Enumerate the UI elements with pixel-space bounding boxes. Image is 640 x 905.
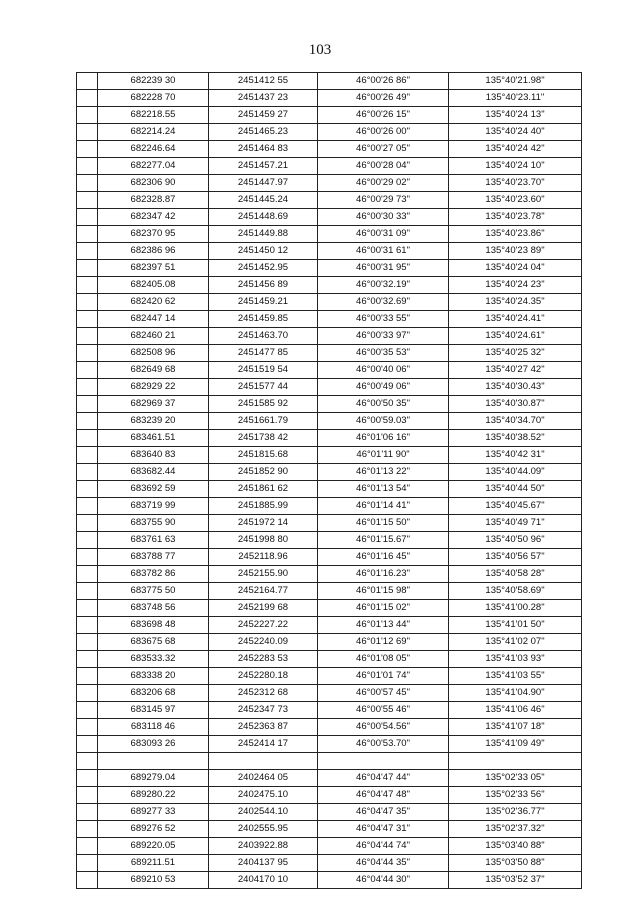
x-coordinate-cell: 689210 53	[98, 872, 209, 889]
table-row	[77, 498, 582, 515]
table-row	[77, 311, 582, 328]
x-coordinate-cell: 683775 50	[98, 583, 209, 600]
table-row	[77, 294, 582, 311]
table-row	[77, 481, 582, 498]
x-coordinate-cell: 682214.24	[98, 124, 209, 141]
longitude-cell: 135°40'44.09"	[449, 464, 582, 481]
x-coordinate-cell: 683338 20	[98, 668, 209, 685]
table-row	[77, 243, 582, 260]
x-coordinate-cell: 682929 22	[98, 379, 209, 396]
row-number-cell	[77, 872, 98, 889]
table-row	[77, 141, 582, 158]
table-row	[77, 107, 582, 124]
table-row	[77, 668, 582, 685]
y-coordinate-cell: 2452118.96	[209, 549, 318, 566]
row-number-cell	[77, 583, 98, 600]
row-number-cell	[77, 396, 98, 413]
x-coordinate-cell: 689276 52	[98, 821, 209, 838]
x-coordinate-cell: 682397 51	[98, 260, 209, 277]
row-number-cell	[77, 141, 98, 158]
table-row	[77, 158, 582, 175]
row-number-cell	[77, 753, 98, 770]
y-coordinate-cell: 2452347 73	[209, 702, 318, 719]
y-coordinate-cell: 2451585 92	[209, 396, 318, 413]
y-coordinate-cell: 2451477 85	[209, 345, 318, 362]
table-row	[77, 532, 582, 549]
row-number-cell	[77, 600, 98, 617]
longitude-cell: 135°40'45.67"	[449, 498, 582, 515]
x-coordinate-cell: 682306 90	[98, 175, 209, 192]
row-number-cell	[77, 311, 98, 328]
row-number-cell	[77, 617, 98, 634]
table-row	[77, 634, 582, 651]
longitude-cell: 135°40'24.41"	[449, 311, 582, 328]
x-coordinate-cell: 682246.64	[98, 141, 209, 158]
table-row	[77, 430, 582, 447]
page-number: 103	[308, 42, 332, 58]
longitude-cell: 135°40'30.87"	[449, 396, 582, 413]
table-row	[77, 702, 582, 719]
x-coordinate-cell: 682460 21	[98, 328, 209, 345]
longitude-cell: 135°02'33 56"	[449, 787, 582, 804]
y-coordinate-cell: 2452312 68	[209, 685, 318, 702]
x-coordinate-cell: 683118 46	[98, 719, 209, 736]
y-coordinate-cell: 2402544.10	[209, 804, 318, 821]
longitude-cell: 135°40'21.98"	[449, 73, 582, 90]
row-number-cell	[77, 379, 98, 396]
longitude-cell: 135°02'36.77"	[449, 804, 582, 821]
row-number-cell	[77, 107, 98, 124]
row-number-cell	[77, 90, 98, 107]
x-coordinate-cell: 683239 20	[98, 413, 209, 430]
x-coordinate-cell: 689279.04	[98, 770, 209, 787]
longitude-cell: 135°40'23.11"	[449, 90, 582, 107]
row-number-cell	[77, 277, 98, 294]
y-coordinate-cell: 2402555.95	[209, 821, 318, 838]
table-row	[77, 770, 582, 787]
y-coordinate-cell: 2451445.24	[209, 192, 318, 209]
table-row	[77, 600, 582, 617]
row-number-cell	[77, 294, 98, 311]
table-row	[77, 192, 582, 209]
y-coordinate-cell: 2451450 12	[209, 243, 318, 260]
longitude-cell: 135°40'27 42"	[449, 362, 582, 379]
longitude-cell: 135°40'24 23"	[449, 277, 582, 294]
latitude-cell: 46°00'32.19"	[318, 277, 449, 294]
row-number-cell	[77, 787, 98, 804]
row-number-cell	[77, 855, 98, 872]
longitude-cell: 135°41'06 46"	[449, 702, 582, 719]
x-coordinate-cell	[98, 753, 209, 770]
latitude-cell: 46°01'16 45"	[318, 549, 449, 566]
table-row	[77, 73, 582, 90]
x-coordinate-cell: 689280.22	[98, 787, 209, 804]
row-number-cell	[77, 158, 98, 175]
row-number-cell	[77, 515, 98, 532]
row-number-cell	[77, 362, 98, 379]
table-row	[77, 566, 582, 583]
y-coordinate-cell: 2451861 62	[209, 481, 318, 498]
latitude-cell: 46°01'12 69"	[318, 634, 449, 651]
longitude-cell: 135°40'49 71"	[449, 515, 582, 532]
y-coordinate-cell: 2452199 68	[209, 600, 318, 617]
x-coordinate-cell: 689211.51	[98, 855, 209, 872]
latitude-cell: 46°04'47 31"	[318, 821, 449, 838]
x-coordinate-cell: 689220.05	[98, 838, 209, 855]
x-coordinate-cell: 682969 37	[98, 396, 209, 413]
latitude-cell: 46°01'15 02"	[318, 600, 449, 617]
x-coordinate-cell: 682218.55	[98, 107, 209, 124]
table-row	[77, 464, 582, 481]
row-number-cell	[77, 736, 98, 753]
row-number-cell	[77, 770, 98, 787]
y-coordinate-cell: 2452414 17	[209, 736, 318, 753]
y-coordinate-cell: 2451972 14	[209, 515, 318, 532]
latitude-cell: 46°00'26 00"	[318, 124, 449, 141]
row-number-cell	[77, 345, 98, 362]
row-number-cell	[77, 838, 98, 855]
longitude-cell: 135°41'03 55"	[449, 668, 582, 685]
y-coordinate-cell	[209, 753, 318, 770]
longitude-cell: 135°40'50 96"	[449, 532, 582, 549]
row-number-cell	[77, 651, 98, 668]
x-coordinate-cell: 682405.08	[98, 277, 209, 294]
row-number-cell	[77, 447, 98, 464]
longitude-cell: 135°40'38.52"	[449, 430, 582, 447]
y-coordinate-cell: 2402475.10	[209, 787, 318, 804]
table-row	[77, 362, 582, 379]
table-row	[77, 175, 582, 192]
y-coordinate-cell: 2451457.21	[209, 158, 318, 175]
table-row	[77, 651, 582, 668]
longitude-cell: 135°41'03 93"	[449, 651, 582, 668]
y-coordinate-cell: 2452280.18	[209, 668, 318, 685]
y-coordinate-cell: 2452155.90	[209, 566, 318, 583]
table-row	[77, 617, 582, 634]
longitude-cell: 135°41'09 49"	[449, 736, 582, 753]
row-number-cell	[77, 328, 98, 345]
table-row	[77, 515, 582, 532]
latitude-cell: 46°00'31 09"	[318, 226, 449, 243]
longitude-cell: 135°41'01 50"	[449, 617, 582, 634]
longitude-cell: 135°40'42 31"	[449, 447, 582, 464]
x-coordinate-cell: 683761 63	[98, 532, 209, 549]
y-coordinate-cell: 2451459.85	[209, 311, 318, 328]
x-coordinate-cell: 683748 56	[98, 600, 209, 617]
longitude-cell: 135°40'24.61"	[449, 328, 582, 345]
y-coordinate-cell: 2452283 53	[209, 651, 318, 668]
x-coordinate-cell: 683698 48	[98, 617, 209, 634]
y-coordinate-cell: 2452240.09	[209, 634, 318, 651]
x-coordinate-cell: 683692 59	[98, 481, 209, 498]
table-row	[77, 328, 582, 345]
table-row	[77, 855, 582, 872]
latitude-cell: 46°00'31 61"	[318, 243, 449, 260]
table-row	[77, 260, 582, 277]
table-row	[77, 821, 582, 838]
y-coordinate-cell: 2451852 90	[209, 464, 318, 481]
x-coordinate-cell: 683206 68	[98, 685, 209, 702]
x-coordinate-cell: 682228 70	[98, 90, 209, 107]
longitude-cell: 135°02'37.32"	[449, 821, 582, 838]
table-row	[77, 719, 582, 736]
x-coordinate-cell: 683719 99	[98, 498, 209, 515]
latitude-cell: 46°04'47 35"	[318, 804, 449, 821]
row-number-cell	[77, 804, 98, 821]
latitude-cell: 46°04'47 44"	[318, 770, 449, 787]
latitude-cell: 46°04'44 74"	[318, 838, 449, 855]
x-coordinate-cell: 683145 97	[98, 702, 209, 719]
row-number-cell	[77, 821, 98, 838]
x-coordinate-cell: 683461.51	[98, 430, 209, 447]
y-coordinate-cell: 2451447.97	[209, 175, 318, 192]
longitude-cell	[449, 753, 582, 770]
x-coordinate-cell: 682649 68	[98, 362, 209, 379]
x-coordinate-cell: 682277.04	[98, 158, 209, 175]
latitude-cell: 46°00'35 53"	[318, 345, 449, 362]
latitude-cell: 46°01'15.67"	[318, 532, 449, 549]
latitude-cell: 46°01'08 05"	[318, 651, 449, 668]
x-coordinate-cell: 682370 95	[98, 226, 209, 243]
table-row	[77, 447, 582, 464]
latitude-cell: 46°01'13 22"	[318, 464, 449, 481]
latitude-cell: 46°01'16.23"	[318, 566, 449, 583]
y-coordinate-cell: 2451465.23	[209, 124, 318, 141]
x-coordinate-cell: 682386 96	[98, 243, 209, 260]
row-number-cell	[77, 192, 98, 209]
x-coordinate-cell: 683093 26	[98, 736, 209, 753]
row-number-cell	[77, 634, 98, 651]
longitude-cell: 135°40'23.86"	[449, 226, 582, 243]
latitude-cell: 46°01'11 90"	[318, 447, 449, 464]
latitude-cell: 46°00'33 97"	[318, 328, 449, 345]
table-row	[77, 90, 582, 107]
row-number-cell	[77, 566, 98, 583]
latitude-cell: 46°00'26 15"	[318, 107, 449, 124]
latitude-cell: 46°01'13 44"	[318, 617, 449, 634]
latitude-cell: 46°00'26 49"	[318, 90, 449, 107]
longitude-cell: 135°40'24 13"	[449, 107, 582, 124]
longitude-cell: 135°41'04.90"	[449, 685, 582, 702]
x-coordinate-cell: 682508 96	[98, 345, 209, 362]
table-row	[77, 753, 582, 770]
latitude-cell	[318, 753, 449, 770]
longitude-cell: 135°40'44 50"	[449, 481, 582, 498]
row-number-cell	[77, 464, 98, 481]
latitude-cell: 46°01'06 16"	[318, 430, 449, 447]
latitude-cell: 46°00'33 55"	[318, 311, 449, 328]
longitude-cell: 135°40'23.78"	[449, 209, 582, 226]
longitude-cell: 135°40'30.43"	[449, 379, 582, 396]
y-coordinate-cell: 2451459 27	[209, 107, 318, 124]
table-row	[77, 685, 582, 702]
row-number-cell	[77, 685, 98, 702]
y-coordinate-cell: 2451448.69	[209, 209, 318, 226]
row-number-cell	[77, 226, 98, 243]
row-number-cell	[77, 498, 98, 515]
longitude-cell: 135°41'00.28"	[449, 600, 582, 617]
table-row	[77, 413, 582, 430]
x-coordinate-cell: 683755 90	[98, 515, 209, 532]
latitude-cell: 46°01'13 54"	[318, 481, 449, 498]
latitude-cell: 46°01'01 74"	[318, 668, 449, 685]
y-coordinate-cell: 2451437 23	[209, 90, 318, 107]
row-number-cell	[77, 532, 98, 549]
x-coordinate-cell: 683640 83	[98, 447, 209, 464]
latitude-cell: 46°00'29 02"	[318, 175, 449, 192]
table-row	[77, 583, 582, 600]
latitude-cell: 46°00'26 86"	[318, 73, 449, 90]
x-coordinate-cell: 682347 42	[98, 209, 209, 226]
latitude-cell: 46°01'15 50"	[318, 515, 449, 532]
row-number-cell	[77, 549, 98, 566]
longitude-cell: 135°40'23.70"	[449, 175, 582, 192]
latitude-cell: 46°00'49 06"	[318, 379, 449, 396]
longitude-cell: 135°02'33 05"	[449, 770, 582, 787]
y-coordinate-cell: 2451519 54	[209, 362, 318, 379]
table-row	[77, 209, 582, 226]
table-row	[77, 804, 582, 821]
row-number-cell	[77, 243, 98, 260]
latitude-cell: 46°00'30 33"	[318, 209, 449, 226]
x-coordinate-cell: 683788 77	[98, 549, 209, 566]
latitude-cell: 46°01'14 41"	[318, 498, 449, 515]
row-number-cell	[77, 73, 98, 90]
row-number-cell	[77, 719, 98, 736]
table-row	[77, 549, 582, 566]
y-coordinate-cell: 2451577 44	[209, 379, 318, 396]
table-row	[77, 872, 582, 889]
latitude-cell: 46°00'53.70"	[318, 736, 449, 753]
latitude-cell: 46°01'15 98"	[318, 583, 449, 600]
x-coordinate-cell: 689277 33	[98, 804, 209, 821]
row-number-cell	[77, 260, 98, 277]
y-coordinate-cell: 2451412 55	[209, 73, 318, 90]
y-coordinate-cell: 2403922.88	[209, 838, 318, 855]
longitude-cell: 135°41'02 07"	[449, 634, 582, 651]
x-coordinate-cell: 683533.32	[98, 651, 209, 668]
row-number-cell	[77, 481, 98, 498]
longitude-cell: 135°40'24 10"	[449, 158, 582, 175]
table-row	[77, 345, 582, 362]
y-coordinate-cell: 2452164.77	[209, 583, 318, 600]
longitude-cell: 135°40'24 42"	[449, 141, 582, 158]
y-coordinate-cell: 2402464 05	[209, 770, 318, 787]
latitude-cell: 46°04'44 35"	[318, 855, 449, 872]
table-row	[77, 787, 582, 804]
latitude-cell: 46°00'32.69"	[318, 294, 449, 311]
row-number-cell	[77, 175, 98, 192]
y-coordinate-cell: 2451738 42	[209, 430, 318, 447]
y-coordinate-cell: 2451463.70	[209, 328, 318, 345]
latitude-cell: 46°00'28 04"	[318, 158, 449, 175]
longitude-cell: 135°40'25 32"	[449, 345, 582, 362]
latitude-cell: 46°04'47 48"	[318, 787, 449, 804]
y-coordinate-cell: 2451449.88	[209, 226, 318, 243]
row-number-cell	[77, 413, 98, 430]
longitude-cell: 135°40'23.60"	[449, 192, 582, 209]
latitude-cell: 46°00'54.56"	[318, 719, 449, 736]
longitude-cell: 135°40'58.69"	[449, 583, 582, 600]
latitude-cell: 46°04'44 30"	[318, 872, 449, 889]
y-coordinate-cell: 2404137 95	[209, 855, 318, 872]
latitude-cell: 46°00'59.03"	[318, 413, 449, 430]
row-number-cell	[77, 209, 98, 226]
y-coordinate-cell: 2451456 89	[209, 277, 318, 294]
row-number-cell	[77, 430, 98, 447]
x-coordinate-cell: 682447 14	[98, 311, 209, 328]
row-number-cell	[77, 124, 98, 141]
y-coordinate-cell: 2452363 87	[209, 719, 318, 736]
x-coordinate-cell: 682328.87	[98, 192, 209, 209]
y-coordinate-cell: 2404170 10	[209, 872, 318, 889]
row-number-cell	[77, 668, 98, 685]
table-row	[77, 838, 582, 855]
table-row	[77, 226, 582, 243]
y-coordinate-cell: 2451815.68	[209, 447, 318, 464]
latitude-cell: 46°00'55 46"	[318, 702, 449, 719]
table-row	[77, 277, 582, 294]
y-coordinate-cell: 2451998 80	[209, 532, 318, 549]
row-number-cell	[77, 702, 98, 719]
longitude-cell: 135°40'24 40"	[449, 124, 582, 141]
longitude-cell: 135°40'24 04"	[449, 260, 582, 277]
y-coordinate-cell: 2451452.95	[209, 260, 318, 277]
coordinates-table	[76, 72, 582, 889]
y-coordinate-cell: 2451661.79	[209, 413, 318, 430]
y-coordinate-cell: 2451459.21	[209, 294, 318, 311]
x-coordinate-cell: 682239 30	[98, 73, 209, 90]
table-row	[77, 379, 582, 396]
longitude-cell: 135°41'07 18"	[449, 719, 582, 736]
x-coordinate-cell: 683682.44	[98, 464, 209, 481]
latitude-cell: 46°00'50 35"	[318, 396, 449, 413]
latitude-cell: 46°00'57 45"	[318, 685, 449, 702]
y-coordinate-cell: 2451464 83	[209, 141, 318, 158]
longitude-cell: 135°40'56 57"	[449, 549, 582, 566]
x-coordinate-cell: 683675 68	[98, 634, 209, 651]
coordinates-table-body	[77, 73, 582, 889]
latitude-cell: 46°00'40 06"	[318, 362, 449, 379]
x-coordinate-cell: 683782 86	[98, 566, 209, 583]
table-row	[77, 124, 582, 141]
longitude-cell: 135°03'50 88"	[449, 855, 582, 872]
longitude-cell: 135°40'34.70"	[449, 413, 582, 430]
longitude-cell: 135°03'52 37"	[449, 872, 582, 889]
longitude-cell: 135°03'40 88"	[449, 838, 582, 855]
x-coordinate-cell: 682420 62	[98, 294, 209, 311]
table-row	[77, 396, 582, 413]
latitude-cell: 46°00'27 05"	[318, 141, 449, 158]
latitude-cell: 46°00'31 95"	[318, 260, 449, 277]
longitude-cell: 135°40'23 89"	[449, 243, 582, 260]
longitude-cell: 135°40'24.35"	[449, 294, 582, 311]
table-row	[77, 736, 582, 753]
latitude-cell: 46°00'29 73"	[318, 192, 449, 209]
y-coordinate-cell: 2451885.99	[209, 498, 318, 515]
longitude-cell: 135°40'58 28"	[449, 566, 582, 583]
y-coordinate-cell: 2452227.22	[209, 617, 318, 634]
